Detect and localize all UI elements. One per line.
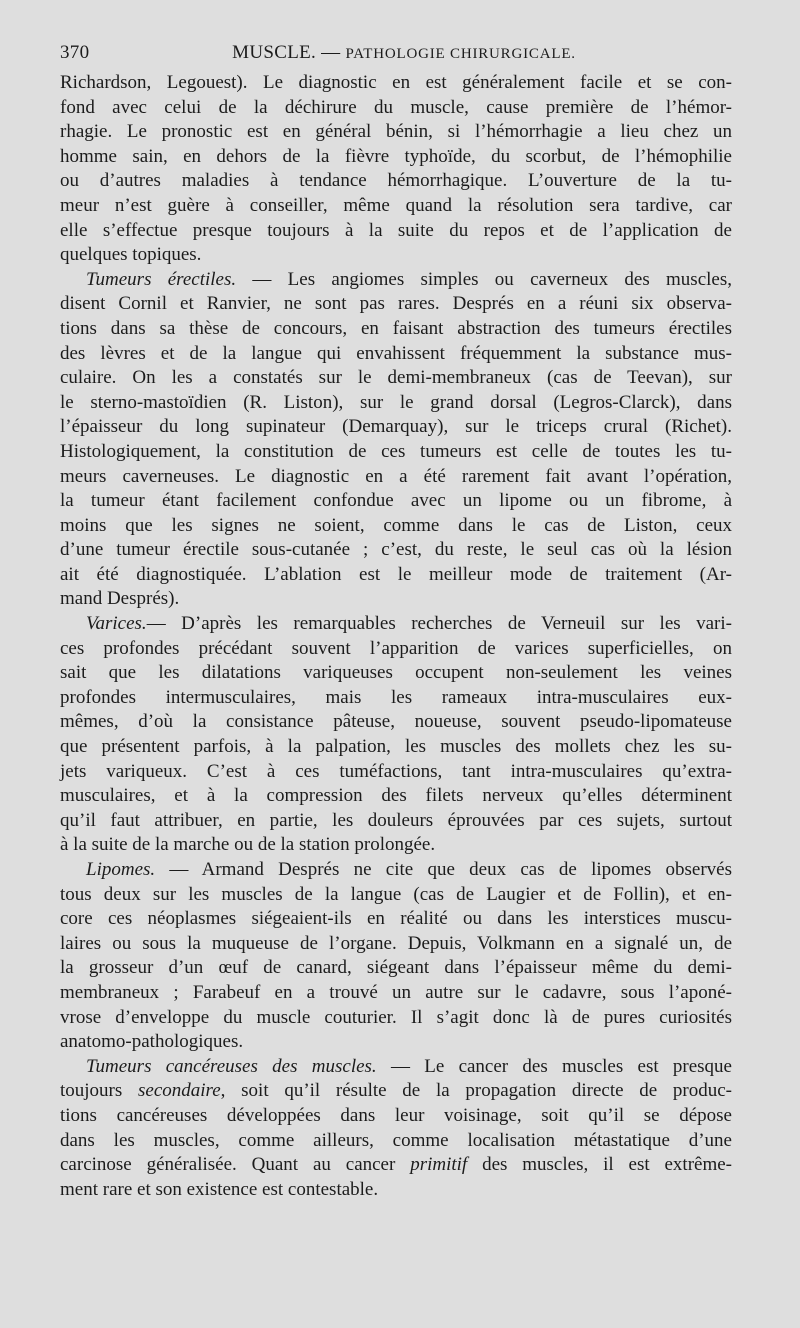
- text-segment: Richardson, Legouest). Le diagnostic en est généralement facile et se con-: [60, 72, 732, 93]
- text-line: [60, 661, 732, 686]
- text-segment: des lèvres et de la langue qui envahissent fréquemment la substance mus-: [60, 342, 732, 364]
- text-line: [60, 342, 732, 367]
- text-line: [60, 612, 732, 637]
- text-line: [60, 243, 732, 268]
- text-segment: culaire. On les a constatés sur le demi-membraneux (cas de Teevan), sur: [60, 367, 732, 389]
- text-line: [60, 710, 732, 735]
- text-segment: rhagie. Le pronostic est en général bénin, si l’hémorrhagie a lieu chez un: [60, 121, 732, 143]
- italic-text: primitif: [410, 1154, 468, 1176]
- text-segment: ces profondes précédant souvent l’apparition de varices superficielles, on: [60, 637, 732, 659]
- text-line: [60, 637, 732, 662]
- text-segment: disent Cornil et Ranvier, ne sont pas rares. Després en a réuni six observa-: [60, 293, 732, 315]
- text-segment: laires ou sous la muqueuse de l’organe. Depuis, Volkmann en a signalé un, de: [60, 932, 732, 954]
- text-segment: tous deux sur les muscles de la langue (cas de Laugier et de Follin), et en-: [60, 883, 732, 905]
- text-line: [60, 563, 732, 588]
- section-subtitle: PATHOLOGIE CHIRURGICALE.: [345, 46, 576, 62]
- text-segment: ou d’autres maladies à tendance hémorrhagique. L’ouverture de la tu-: [60, 170, 732, 192]
- text-line: [60, 760, 732, 785]
- text-line: [60, 735, 732, 760]
- text-segment: carcinose généralisée. Quant au cancer: [60, 1154, 411, 1176]
- text-segment: elle s’effectue presque toujours à la suite du repos et de l’application de: [60, 219, 732, 241]
- text-segment: d’une tumeur érectile sous-cutanée ; c’est, du reste, le seul cas où la lésion: [60, 539, 732, 561]
- text-line: [60, 268, 732, 293]
- text-segment: membraneux ; Farabeuf en a trouvé un autre sur le cadavre, sous l’aponé-: [60, 981, 732, 1003]
- text-segment: anatomo-pathologiques.: [60, 1031, 244, 1053]
- text-line: [60, 538, 732, 563]
- text-line: [60, 1055, 732, 1080]
- italic-text: Lipomes.: [86, 859, 156, 880]
- text-line: [60, 194, 732, 219]
- text-line: [60, 440, 732, 465]
- text-segment: meur n’est guère à conseiller, même quand la résolution sera tardive, car: [60, 194, 732, 216]
- text-line: [60, 145, 732, 170]
- text-segment: des muscles, il est extrême-: [467, 1154, 732, 1176]
- text-line: [60, 1153, 732, 1178]
- text-segment: — D’après les remarquables recherches de Verneuil sur les vari-: [146, 613, 732, 635]
- text-line: [60, 1006, 732, 1031]
- text-segment: Histologiquement, la constitution de ces tumeurs est celle de toutes les tu-: [60, 440, 732, 462]
- text-segment: la grosseur d’un œuf de canard, siégeant dans l’épaisseur même du demi-: [60, 957, 732, 979]
- text-line: [60, 833, 732, 858]
- text-line: [60, 587, 732, 612]
- text-segment: moins que les signes ne soient, comme dans le cas de Liston, ceux: [60, 514, 732, 536]
- text-line: [60, 219, 732, 244]
- text-line: [60, 1104, 732, 1129]
- text-segment: sait que les dilatations variqueuses occupent non-seulement les veines: [60, 662, 732, 684]
- text-segment: — Le cancer des muscles est presque: [376, 1055, 732, 1077]
- text-line: [60, 956, 732, 981]
- italic-text: Tumeurs cancéreuses des muscles.: [86, 1055, 377, 1077]
- text-segment: tions dans sa thèse de concours, en faisant abstraction des tumeurs érectiles: [60, 317, 732, 339]
- text-line: [60, 317, 732, 342]
- text-line: [60, 169, 732, 194]
- text-segment: vrose d’enveloppe du muscle couturier. Il s’agit donc là de pures curiosités: [60, 1006, 732, 1028]
- text-segment: meurs caverneuses. Le diagnostic en a été rarement fait avant l’opération,: [60, 465, 732, 487]
- text-segment: ment rare et son existence est contestable.: [60, 1178, 379, 1200]
- text-line: [60, 932, 732, 957]
- text-line: [60, 96, 732, 121]
- text-line: [60, 883, 732, 908]
- text-line: [60, 71, 732, 96]
- text-segment: jets variqueux. C’est à ces tuméfactions, tant intra-musculaires qu’extra-: [60, 760, 732, 782]
- text-segment: , soit qu’il résulte de la propagation directe de produc-: [220, 1080, 732, 1102]
- text-line: [60, 489, 732, 514]
- text-segment: à la suite de la marche ou de la station prolongée.: [60, 834, 436, 856]
- text-segment: toujours: [60, 1080, 138, 1102]
- text-segment: la tumeur étant facilement confondue avec un lipome ou un fibrome, à: [60, 490, 732, 512]
- text-line: [60, 366, 732, 391]
- text-segment: dans les muscles, comme ailleurs, comme localisation métastatique d’une: [60, 1129, 732, 1151]
- text-line: [60, 686, 732, 711]
- text-line: [60, 1178, 732, 1203]
- text-line: [60, 981, 732, 1006]
- text-segment: mêmes, d’où la consistance pâteuse, noueuse, souvent pseudo-lipomateuse: [60, 711, 732, 733]
- chapter-title: MUSCLE.: [232, 42, 317, 63]
- text-segment: core ces néoplasmes siégeaient-ils en réalité ou dans les interstices muscu-: [60, 908, 732, 930]
- page-number: 370: [60, 42, 90, 63]
- italic-text: Tumeurs érectiles.: [86, 268, 237, 290]
- text-segment: tions cancéreuses développées dans leur voisinage, soit qu’il se dépose: [60, 1104, 732, 1126]
- text-segment: — Armand Després ne cite que deux cas de lipomes observés: [155, 859, 732, 880]
- body-text: [60, 71, 732, 1202]
- text-line: [60, 809, 732, 834]
- text-segment: qu’il faut attribuer, en partie, les douleurs éprouvées par ces sujets, surtout: [60, 809, 732, 831]
- text-segment: profondes intermusculaires, mais les rameaux intra-musculaires eux-: [60, 686, 732, 708]
- text-line: [60, 858, 732, 883]
- text-line: [60, 292, 732, 317]
- text-line: [60, 1030, 732, 1055]
- italic-text: secondaire: [138, 1080, 221, 1102]
- text-line: [60, 514, 732, 539]
- text-segment: l’épaisseur du long supinateur (Demarquay), sur le triceps crural (Richet).: [60, 416, 732, 438]
- text-line: [60, 415, 732, 440]
- text-segment: mand Després).: [60, 588, 180, 610]
- text-segment: homme sain, en dehors de la fièvre typhoïde, du scorbut, de l’hémophilie: [60, 145, 732, 167]
- text-line: [60, 391, 732, 416]
- running-head: [60, 40, 732, 66]
- text-line: [60, 465, 732, 490]
- text-line: [60, 1079, 732, 1104]
- title-separator: —: [321, 42, 341, 63]
- text-segment: ait été diagnostiquée. L’ablation est le meilleur mode de traitement (Ar-: [60, 563, 732, 585]
- text-line: [60, 784, 732, 809]
- italic-text: Varices.: [86, 613, 147, 635]
- text-segment: que présentent parfois, à la palpation, les muscles des mollets chez les su-: [60, 736, 732, 758]
- running-head-title: [60, 40, 732, 67]
- text-line: [60, 907, 732, 932]
- text-segment: fond avec celui de la déchirure du muscle, cause première de l’hémor-: [60, 96, 732, 118]
- text-segment: — Les angiomes simples ou caverneux des muscles,: [236, 268, 732, 290]
- text-segment: quelques topiques.: [60, 244, 202, 266]
- text-line: [60, 1129, 732, 1154]
- text-segment: musculaires, et à la compression des filets nerveux qu’elles déterminent: [60, 785, 732, 807]
- text-line: [60, 120, 732, 145]
- text-segment: le sterno-mastoïdien (R. Liston), sur le grand dorsal (Legros-Clarck), dans: [60, 391, 732, 413]
